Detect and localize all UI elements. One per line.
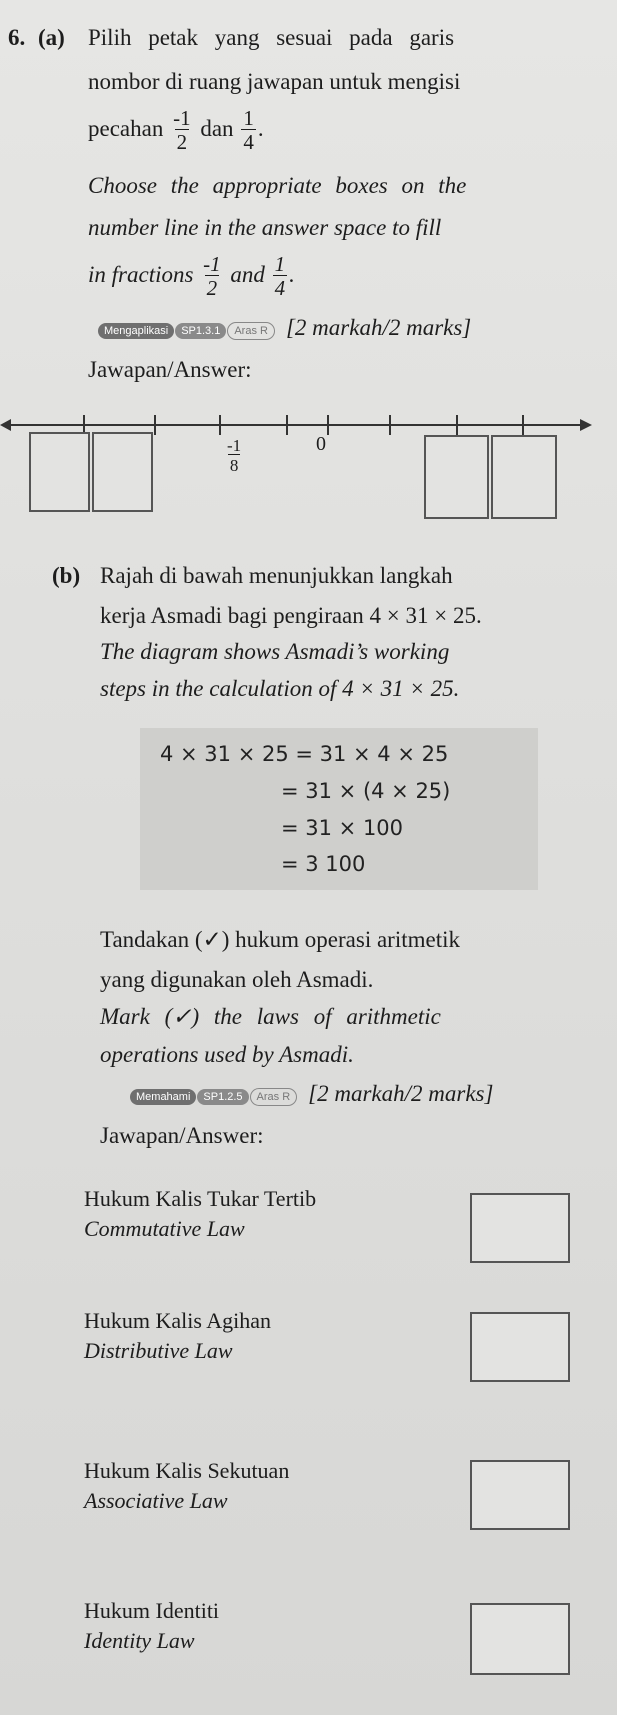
law-identity-malay: Hukum Identiti bbox=[84, 1598, 220, 1623]
skill-tag: Mengaplikasi bbox=[98, 323, 174, 339]
answer-box-1[interactable] bbox=[29, 432, 90, 512]
part-b-instr2: yang digunakan oleh Asmadi. bbox=[100, 967, 374, 992]
working-steps-box bbox=[140, 728, 538, 890]
fraction-neg-half-en: $\frac{-1}{2}$ bbox=[203, 252, 221, 300]
part-b-marks: [2 markah/2 marks] bbox=[308, 1081, 494, 1106]
part-b-instr3: Mark (✓) the laws of arithmetic bbox=[100, 1004, 441, 1029]
working-step-3: = 31 × 100 bbox=[281, 816, 404, 840]
standard-tag-b: SP1.2.5 bbox=[197, 1089, 248, 1105]
checkbox-identity[interactable] bbox=[470, 1603, 570, 1675]
part-b-line3: The diagram shows Asmadi’s working bbox=[100, 639, 450, 664]
part-b-instr4: operations used by Asmadi. bbox=[100, 1042, 354, 1067]
part-a-marks: [2 markah/2 marks] bbox=[285, 315, 472, 340]
law-identity bbox=[84, 1596, 219, 1655]
law-identity-english: Identity Law bbox=[84, 1627, 195, 1653]
number-line-label-neg-eighth: $\frac{-1}{8}$ bbox=[227, 436, 242, 475]
number-line-label-zero: 0 bbox=[316, 433, 326, 455]
part-b-tags bbox=[130, 1080, 493, 1108]
law-associative bbox=[84, 1456, 289, 1515]
law-distributive bbox=[84, 1306, 271, 1365]
checkbox-associative[interactable] bbox=[470, 1460, 570, 1530]
part-b-line1: Rajah di bawah menunjukkan langkah bbox=[100, 563, 453, 588]
part-b-answer-label: Jawapan/Answer: bbox=[100, 1123, 264, 1148]
part-b-line2: kerja Asmadi bagi pengiraan 4 × 31 × 25. bbox=[100, 603, 482, 628]
part-a-line1: Pilih petak yang sesuai pada garis bbox=[88, 25, 455, 50]
part-b-instr1: Tandakan (✓) hukum operasi aritmetik bbox=[100, 927, 460, 952]
fraction-quarter: $\frac{1}{4}$ bbox=[243, 106, 254, 154]
answer-box-4[interactable] bbox=[491, 435, 557, 519]
checkbox-distributive[interactable] bbox=[470, 1312, 570, 1382]
fraction-neg-half: $\frac{-1}{2}$ bbox=[173, 106, 191, 154]
part-a-line5: number line in the answer space to fill bbox=[88, 215, 442, 240]
part-a-line2: nombor di ruang jawapan untuk mengisi bbox=[88, 69, 461, 94]
working-step-1: 4 × 31 × 25 = 31 × 4 × 25 bbox=[160, 742, 449, 766]
part-a-tags bbox=[98, 314, 471, 342]
level-tag: Aras R bbox=[227, 322, 275, 340]
law-distributive-english: Distributive Law bbox=[84, 1337, 233, 1363]
standard-tag: SP1.3.1 bbox=[175, 323, 226, 339]
part-a-line6: in fractions $\frac{-1}{2}$ and $\frac{1}{4}$ . bbox=[88, 252, 295, 300]
working-step-4: = 3 100 bbox=[281, 852, 366, 876]
answer-box-3[interactable] bbox=[424, 435, 489, 519]
law-distributive-malay: Hukum Kalis Agihan bbox=[84, 1308, 271, 1333]
law-associative-english: Associative Law bbox=[84, 1487, 228, 1513]
number-line-right-arrow bbox=[580, 419, 592, 431]
checkbox-commutative[interactable] bbox=[470, 1193, 570, 1263]
part-b-label: (b) bbox=[52, 563, 81, 588]
number-line-left-arrow bbox=[0, 419, 11, 431]
answer-box-2[interactable] bbox=[92, 432, 153, 512]
working-step-2: = 31 × (4 × 25) bbox=[281, 779, 451, 803]
skill-tag-b: Memahami bbox=[130, 1089, 196, 1105]
part-b-line4: steps in the calculation of 4 × 31 × 25. bbox=[100, 676, 460, 701]
level-tag-b: Aras R bbox=[250, 1088, 298, 1106]
part-a-label: (a) bbox=[38, 25, 65, 50]
law-commutative-malay: Hukum Kalis Tukar Tertib bbox=[84, 1186, 317, 1211]
part-a-line4: Choose the appropriate boxes on the bbox=[88, 173, 467, 198]
question-number: 6. bbox=[8, 25, 26, 50]
part-a-line3: pecahan $\frac{-1}{2}$ dan $\frac{1}{4}$ . bbox=[88, 106, 264, 154]
law-commutative-english: Commutative Law bbox=[84, 1215, 245, 1241]
law-commutative bbox=[84, 1184, 316, 1243]
fraction-quarter-en: $\frac{1}{4}$ bbox=[274, 252, 286, 300]
law-associative-malay: Hukum Kalis Sekutuan bbox=[84, 1458, 290, 1483]
part-a-answer-label: Jawapan/Answer: bbox=[88, 357, 252, 382]
